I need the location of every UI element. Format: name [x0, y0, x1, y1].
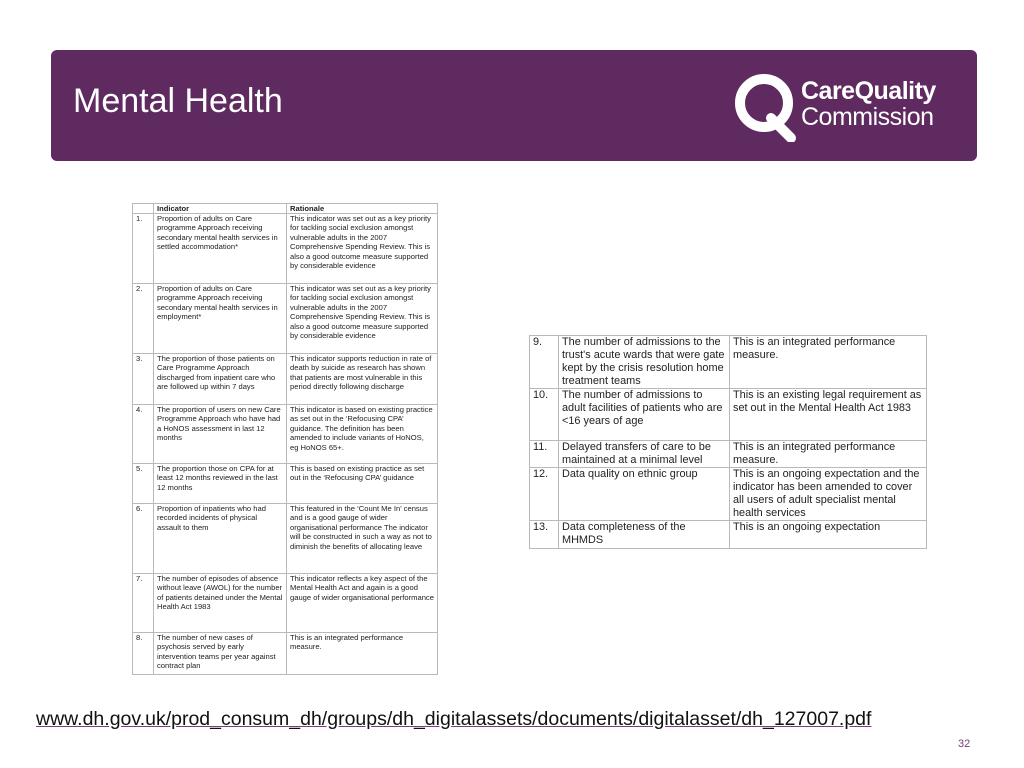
table-row [133, 464, 438, 504]
row-number: 9. [530, 336, 559, 389]
indicator-cell: The proportion of those patients on Care Programme Approach discharged from inpatient care who are followed up within 7 days [154, 354, 287, 405]
table-row [133, 354, 438, 405]
row-number: 3. [133, 354, 154, 405]
rationale-cell: This is based on existing practice as set out in the ‘Refocusing CPA’ guidance [287, 464, 438, 504]
row-number: 12. [530, 468, 559, 521]
indicator-cell: The number of admissions to the trust's acute wards that were gate kept by the crisis resolution home treatment teams [559, 336, 730, 389]
row-number: 8. [133, 633, 154, 675]
table-row [133, 405, 438, 464]
title-banner [51, 50, 977, 161]
rationale-cell: This is an integrated performance measure. [730, 336, 927, 389]
table-row [133, 574, 438, 633]
header-rationale: Rationale [287, 204, 438, 214]
indicator-cell: The proportion those on CPA for at least 12 months reviewed in the last 12 months [154, 464, 287, 504]
logo-line-1: CareQuality [801, 77, 936, 105]
logo-line-2: Commission [801, 103, 934, 131]
rationale-cell: This is an ongoing expectation [730, 521, 927, 549]
table-row [530, 468, 927, 521]
rationale-cell: This is an integrated performance measure. [730, 441, 927, 468]
header-number [133, 204, 154, 214]
rationale-cell: This is an existing legal requirement as set out in the Mental Health Act 1983 [730, 389, 927, 441]
indicator-cell: Delayed transfers of care to be maintained at a minimal level [559, 441, 730, 468]
rationale-cell: This featured in the ‘Count Me In’ census and is a good gauge of wider organisational performance The indicator will be constructed in such a way as not to diminish the benefits of allocating leave [287, 504, 438, 574]
header-indicator: Indicator [154, 204, 287, 214]
rationale-cell: This indicator supports reduction in rate of death by suicide as research has shown that patients are most vulnerable in this period directly following discharge [287, 354, 438, 405]
indicator-cell: Proportion of adults on Care programme Approach receiving secondary mental health services in settled accommodation* [154, 214, 287, 284]
rationale-cell: This is an ongoing expectation and the indicator has been amended to cover all users of adult specialist mental health services [730, 468, 927, 521]
rationale-cell: This indicator is based on existing practice as set out in the ‘Refocusing CPA’ guidance. The definition has been amended to include variants of HoNOS, eg HoNOS 65+. [287, 405, 438, 464]
indicator-cell: Proportion of adults on Care programme Approach receiving secondary mental health services in employment* [154, 284, 287, 354]
indicator-cell: The number of new cases of psychosis served by early intervention teams per year against contract plan [154, 633, 287, 675]
rationale-cell: This indicator was set out as a key priority for tackling social exclusion amongst vulnerable adults in the 2007 Comprehensive Spending Review. This is also a good outcome measure supported by considerable evidence [287, 214, 438, 284]
table-row [530, 389, 927, 441]
table-row [530, 441, 927, 468]
indicator-table-left [132, 203, 438, 675]
source-link[interactable]: www.dh.gov.uk/prod_consum_dh/groups/dh_digitalassets/documents/digitalasset/dh_127007.pdf [36, 708, 872, 730]
indicator-cell: Data completeness of the MHMDS [559, 521, 730, 549]
cqc-logo [731, 70, 957, 142]
table-header-row [133, 204, 438, 214]
slide-title: Mental Health [73, 82, 283, 120]
indicator-cell: The number of episodes of absence without leave (AWOL) for the number of patients detained under the Mental Health Act 1983 [154, 574, 287, 633]
logo-wordmark [801, 78, 936, 130]
indicator-cell: The proportion of users on new Care Programme Approach who have had a HoNOS assessment in last 12 months [154, 405, 287, 464]
table-row [133, 284, 438, 354]
indicator-table-right [529, 335, 927, 549]
row-number: 13. [530, 521, 559, 549]
row-number: 1. [133, 214, 154, 284]
cqc-logo-icon [731, 70, 799, 142]
row-number: 11. [530, 441, 559, 468]
row-number: 4. [133, 405, 154, 464]
row-number: 6. [133, 504, 154, 574]
row-number: 2. [133, 284, 154, 354]
rationale-cell: This indicator reflects a key aspect of the Mental Health Act and again is a good gauge of wider organisational performance [287, 574, 438, 633]
table-row [133, 633, 438, 675]
table-row [133, 214, 438, 284]
table-row [530, 336, 927, 389]
row-number: 10. [530, 389, 559, 441]
indicator-cell: The number of admissions to adult facilities of patients who are <16 years of age [559, 389, 730, 441]
table-row [530, 521, 927, 549]
rationale-cell: This is an integrated performance measure. [287, 633, 438, 675]
rationale-cell: This indicator was set out as a key priority for tackling social exclusion amongst vulnerable adults in the 2007 Comprehensive Spending Review. This is also a good outcome measure supported by considerable evidence [287, 284, 438, 354]
page-number: 32 [958, 738, 971, 750]
indicator-cell: Data quality on ethnic group [559, 468, 730, 521]
row-number: 5. [133, 464, 154, 504]
row-number: 7. [133, 574, 154, 633]
indicator-cell: Proportion of inpatients who had recorded incidents of physical assault to them [154, 504, 287, 574]
table-row [133, 504, 438, 574]
